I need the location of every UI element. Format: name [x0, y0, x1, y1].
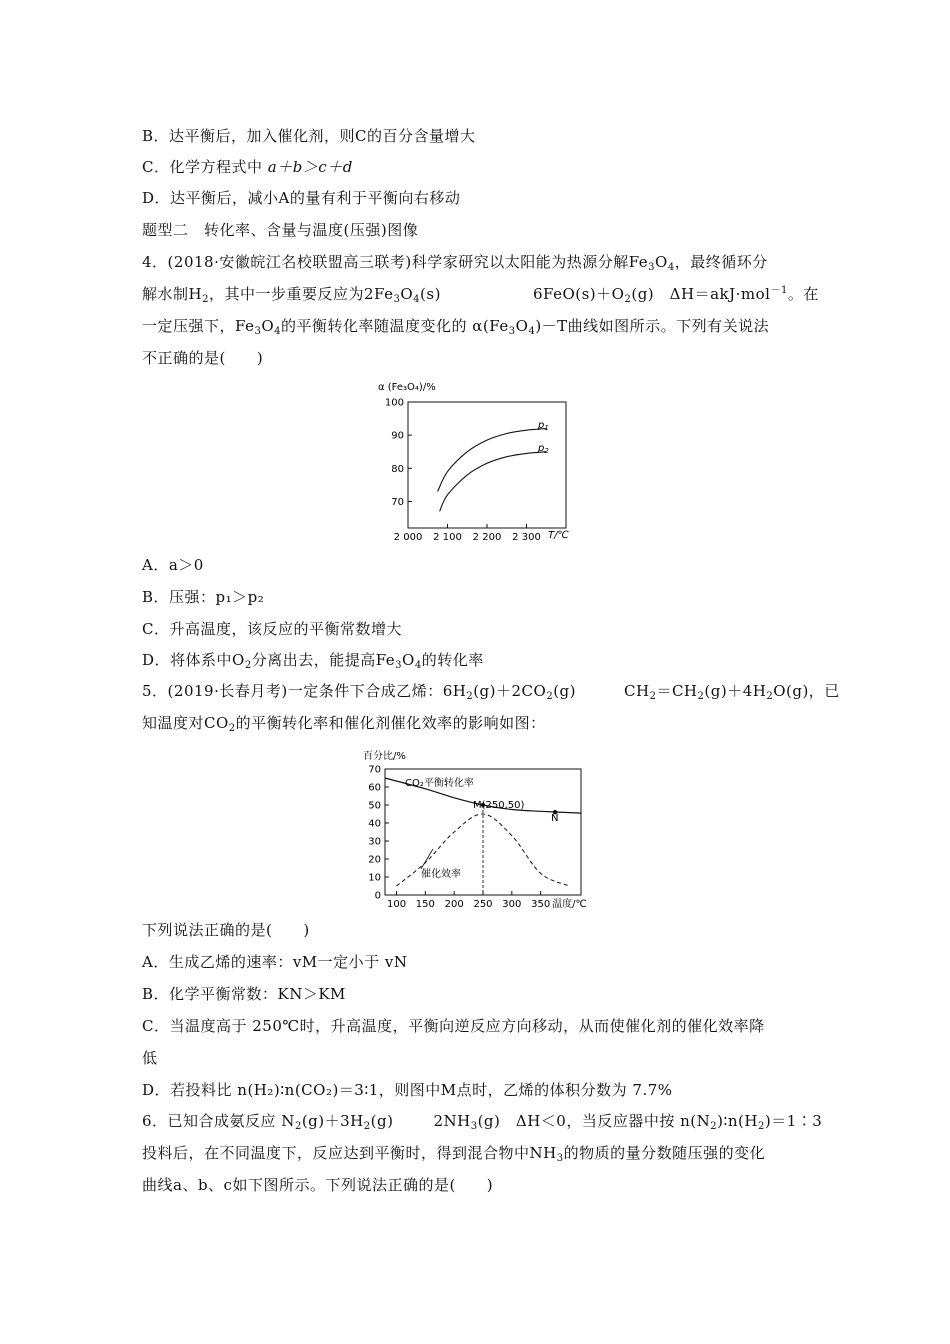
- chart5-xlabel: 温度/℃: [552, 899, 587, 910]
- chart4-xticks: [394, 524, 541, 543]
- chart4-ylabel: α (Fe₃O₄)/%: [378, 382, 436, 393]
- section-heading: 题型二 转化率、含量与温度(压强)图像: [142, 221, 419, 239]
- chart5-ytick-label: 10: [368, 872, 381, 884]
- q3-option-c: C．化学方程式中 a＋b＞c＋d: [142, 158, 353, 176]
- q5-option-d: D．若投料比 n(H₂)∶n(CO₂)＝3∶1，则图中M点时，乙烯的体积分数为 7.7%: [142, 1081, 673, 1099]
- chart4-xtick-label: 2 300: [512, 532, 541, 543]
- chart5-ytick-label: 60: [368, 782, 381, 794]
- chart5-xtick-label: 100: [386, 899, 407, 910]
- q3-option-b: B．达平衡后，加入催化剂，则C的百分含量增大: [142, 127, 476, 145]
- chart5-xtick-label: 250: [473, 899, 493, 910]
- chart5-xticks: [387, 891, 587, 910]
- q5-option-b: B．化学平衡常数：KN＞KM: [142, 985, 346, 1003]
- label-point-m: M(250,50): [473, 800, 525, 811]
- q4-option-b: B．压强：p₁＞p₂: [142, 588, 265, 606]
- chart-co2-conversion-catalyst: [355, 747, 595, 915]
- q4-stem-line1: 4．(2018·安徽皖江名校联盟高三联考)科学家研究以太阳能为热源分解$Fe_3O_4$，最终循环分: [142, 253, 768, 273]
- curve-p2: [440, 452, 547, 512]
- chart5-ytick-label: 30: [368, 836, 381, 848]
- chart5-ytick-label: 70: [368, 764, 381, 776]
- label-series-co2: CO₂平衡转化率: [405, 778, 474, 789]
- label-series-catalyst: 催化效率: [421, 869, 461, 880]
- q4-stem-line2: 解水制$H_2$，其中一步重要反应为$2Fe_3O_4(s)$ $6FeO(s)+O_2(g)$ ΔH＝akJ·mol$^{-1}$。在: [142, 285, 819, 305]
- q4-option-d: D．将体系中$O_2$分离出去，能提高$Fe_3O_4$的转化率: [142, 651, 484, 671]
- q5-option-c-line1: C．当温度高于 250℃时，升高温度，平衡向逆反应方向移动，从而使催化剂的催化效率降: [142, 1017, 765, 1035]
- chart5-ylabel: 百分比/%: [363, 751, 406, 762]
- q4-option-c: C．升高温度，该反应的平衡常数增大: [142, 620, 402, 638]
- chart4-ytick-label: 70: [391, 496, 404, 508]
- chart4-xtick-label: 2 000: [393, 532, 423, 543]
- q5-stem-line2: 知温度对$CO_2$的平衡转化率和催化剂催化效率的影响如图：: [142, 714, 546, 734]
- chart4-xtick-label: 2 200: [472, 532, 502, 543]
- label-p2: $p_2$: [538, 443, 549, 455]
- chart4-ytick-label: 80: [391, 463, 404, 475]
- chart5-ytick-label: 20: [368, 854, 381, 866]
- chart-conversion-vs-temperature: [376, 378, 586, 546]
- chart4-xtick-label: 2 100: [433, 532, 462, 543]
- q4-option-a: A．a＞0: [142, 556, 204, 574]
- chart4-ytick-label: 100: [384, 397, 404, 409]
- chart5-yticks: [368, 765, 389, 902]
- chart5-ytick-label: 0: [374, 890, 381, 902]
- label-p1: $p_1$: [538, 420, 549, 432]
- q5-question: 下列说法正确的是( ): [142, 921, 310, 939]
- q5-option-c-line2: 低: [142, 1049, 158, 1067]
- q4-stem-line3: 一定压强下，$Fe_3O_4$的平衡转化率随温度变化的 $\alpha(Fe_3O_4)-T$曲线如图所示。下列有关说法: [142, 317, 770, 337]
- q6-stem-line2: 投料后，在不同温度下，反应达到平衡时，得到混合物中$NH_3$的物质的量分数随压强的变化: [142, 1144, 766, 1164]
- chart4-xlabel: T/℃: [548, 530, 569, 541]
- curve-p1: [438, 429, 547, 492]
- chart5-xtick-label: 350: [531, 899, 551, 910]
- chart5-xtick-label: 150: [415, 899, 435, 910]
- chart5-ytick-label: 50: [368, 800, 381, 812]
- q6-stem-line1: 6．已知合成氨反应 $N_2(g)+3H_2(g)$ $2NH_3(g)$ ΔH＜0，当反应器中按 $n(N_2)∶n(H_2)=1∶3$: [142, 1112, 823, 1132]
- label-point-n: N: [551, 813, 559, 824]
- chart4-ytick-label: 90: [391, 430, 404, 442]
- q5-stem-line1: 5．(2019·长春月考)一定条件下合成乙烯：$6H_2(g)+2CO_2(g)$ $CH_2=CH_2(g)+4H_2O(g)$，已: [142, 682, 840, 702]
- catalyst-label-leader: [421, 849, 433, 869]
- chart5-ytick-label: 40: [368, 818, 381, 830]
- chart5-xtick-label: 300: [502, 899, 522, 910]
- q6-stem-line3: 曲线a、b、c如下图所示。下列说法正确的是( ): [142, 1176, 494, 1194]
- q5-option-a: A．生成乙烯的速率：vM一定小于 vN: [142, 953, 408, 971]
- q3-option-d: D．达平衡后，减小A的量有利于平衡向右移动: [142, 189, 461, 207]
- chart5-xtick-label: 200: [444, 899, 464, 910]
- q4-stem-line4: 不正确的是( ): [142, 349, 264, 367]
